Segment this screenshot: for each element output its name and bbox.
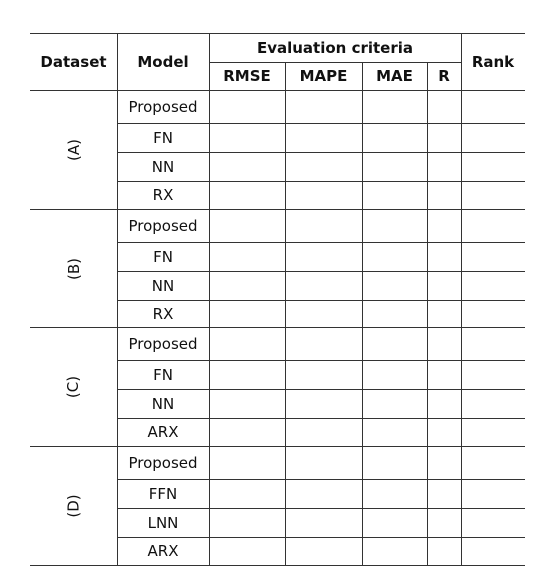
dataset-label-cell bbox=[30, 446, 117, 565]
row-divider bbox=[117, 360, 525, 361]
row-divider bbox=[117, 242, 525, 243]
row-divider bbox=[117, 418, 525, 419]
model-cell: RX bbox=[152, 305, 174, 323]
column-divider bbox=[427, 62, 428, 565]
model-cell: NN bbox=[151, 157, 175, 176]
row-divider bbox=[117, 181, 525, 182]
model-cell: Proposed bbox=[128, 216, 198, 235]
group-divider bbox=[30, 327, 525, 328]
group-divider bbox=[30, 90, 525, 91]
dataset-label: (B) bbox=[64, 257, 83, 280]
model-cell: RX bbox=[152, 186, 174, 204]
model-cell: FN bbox=[153, 128, 173, 147]
model-cell: Proposed bbox=[128, 97, 198, 116]
model-cell: Proposed bbox=[128, 453, 198, 472]
row-divider bbox=[117, 123, 525, 124]
model-cell: NN bbox=[151, 276, 175, 295]
header-r: R bbox=[438, 67, 450, 85]
group-divider bbox=[30, 209, 525, 210]
header-sub-rule bbox=[209, 62, 461, 63]
column-divider bbox=[362, 62, 363, 565]
model-cell: FN bbox=[153, 247, 173, 266]
row-divider bbox=[117, 389, 525, 390]
header-evaluation-criteria: Evaluation criteria bbox=[256, 38, 414, 57]
group-divider bbox=[30, 446, 525, 447]
header-mae: MAE bbox=[376, 67, 413, 85]
model-cell: Proposed bbox=[128, 334, 198, 353]
table-top-rule bbox=[30, 33, 525, 34]
header-rank: Rank bbox=[471, 52, 515, 71]
dataset-label: (D) bbox=[64, 493, 83, 518]
model-cell: NN bbox=[151, 394, 175, 413]
row-divider bbox=[117, 300, 525, 301]
table-bottom-rule bbox=[30, 565, 525, 566]
header-model: Model bbox=[137, 52, 189, 71]
row-divider bbox=[117, 508, 525, 509]
row-divider bbox=[117, 479, 525, 480]
column-divider bbox=[117, 33, 118, 565]
dataset-label: (C) bbox=[64, 375, 83, 398]
header-rmse: RMSE bbox=[223, 67, 271, 85]
dataset-label-cell bbox=[30, 90, 117, 209]
row-divider bbox=[117, 271, 525, 272]
model-cell: ARX bbox=[147, 542, 179, 560]
dataset-label: (A) bbox=[64, 138, 83, 161]
header-dataset: Dataset bbox=[40, 52, 107, 71]
column-divider bbox=[209, 33, 210, 565]
column-divider bbox=[285, 62, 286, 565]
row-divider bbox=[117, 152, 525, 153]
row-divider bbox=[117, 537, 525, 538]
header-mape: MAPE bbox=[299, 67, 348, 85]
model-cell: FN bbox=[153, 365, 173, 384]
dataset-label-cell bbox=[30, 327, 117, 446]
model-cell: LNN bbox=[147, 513, 179, 532]
model-cell: FFN bbox=[148, 484, 178, 503]
dataset-label-cell bbox=[30, 209, 117, 328]
column-divider bbox=[461, 33, 462, 565]
model-cell: ARX bbox=[147, 423, 179, 441]
